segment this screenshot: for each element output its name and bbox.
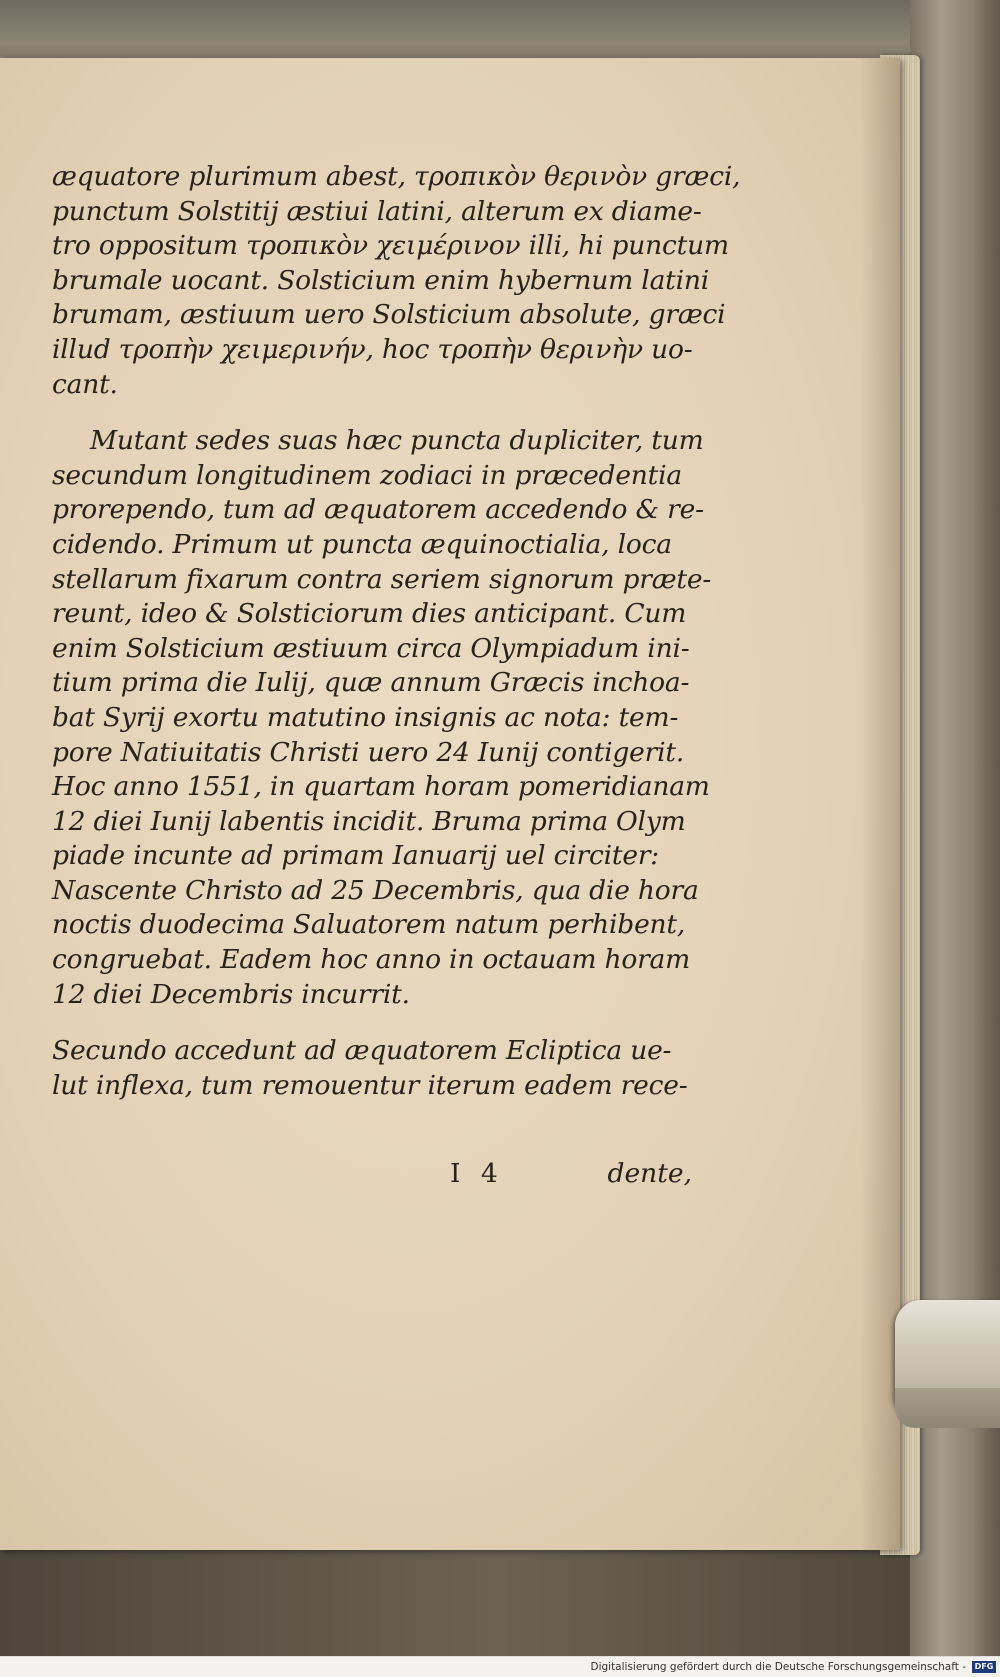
book-clasp-lip: [895, 1388, 1000, 1428]
text-line: Hoc anno 1551, in quartam horam pomeridianam: [52, 771, 710, 803]
text-line: brumam, æstiuum uero Solsticium absolute, græci: [52, 299, 726, 331]
text-line: bat Syrij exortu matutino insignis ac nota: tem-: [52, 701, 679, 733]
catchword: dente,: [607, 1158, 692, 1189]
text-line: æquatore plurimum abest, τροπικὸν θερινὸν græci,: [52, 161, 741, 192]
text-line: illud τροπὴν χειμερινήν, hoc τροπὴν θερινὴν uo-: [52, 333, 693, 365]
text-line: noctis duodecima Saluatorem natum perhibent,: [52, 909, 686, 941]
footer-banner: [0, 1656, 1000, 1677]
signature-mark: I 4: [450, 1158, 504, 1189]
text-line: Nascente Christo ad 25 Decembris, qua die hora: [52, 874, 699, 906]
text-line: tium prima die Iulij, quæ annum Græcis inchoa-: [52, 667, 690, 699]
text-line: enim Solsticium æstiuum circa Olympiadum ini-: [52, 632, 690, 664]
text-line: reunt, ideo & Solsticiorum dies anticipant. Cum: [52, 598, 687, 630]
footer-credit: Digitalisierung gefördert durch die Deutsche Forschungsgemeinschaft -: [590, 1661, 966, 1673]
text-line: pore Natiuitatis Christi uero 24 Iunij contigerit.: [52, 736, 685, 768]
text-line: piade incunte ad primam Ianuarij uel circiter:: [52, 840, 660, 872]
text-line: prorependo, tum ad æquatorem accedendo & re-: [52, 494, 704, 526]
text-line: 12 diei Iunij labentis incidit. Bruma prima Olym: [52, 805, 686, 837]
text-line: punctum Solstitij æstiui latini, alterum ex diame-: [52, 195, 702, 227]
paragraph-1: [52, 160, 741, 402]
text-line: cant.: [52, 368, 118, 400]
paragraph-2: [52, 424, 712, 1012]
text-line: lut inflexa, tum remouentur iterum eadem rece-: [52, 1069, 688, 1101]
text-line: brumale uocant. Solsticium enim hybernum latini: [52, 264, 710, 296]
text-line: 12 diei Decembris incurrit.: [52, 978, 410, 1010]
page-text: [52, 160, 741, 1103]
page-gutter-shadow: [860, 58, 900, 1550]
paragraph-3: [52, 1034, 692, 1103]
text-line: Secundo accedunt ad æquatorem Ecliptica ue-: [52, 1035, 672, 1067]
text-line: congruebat. Eadem hoc anno in octauam horam: [52, 944, 691, 976]
text-line: Mutant sedes suas hæc puncta dupliciter, tum: [90, 425, 704, 457]
text-line: secundum longitudinem zodiaci in præcedentia: [52, 459, 682, 491]
page-foot: [52, 1158, 692, 1194]
text-line: stellarum fixarum contra seriem signorum præte-: [52, 563, 712, 595]
text-line: tro oppositum τροπικὸν χειμέρινον illi, hi punctum: [52, 230, 729, 262]
dfg-logo: DFG: [972, 1661, 996, 1673]
text-line: cidendo. Primum ut puncta æquinoctialia, loca: [52, 528, 672, 560]
